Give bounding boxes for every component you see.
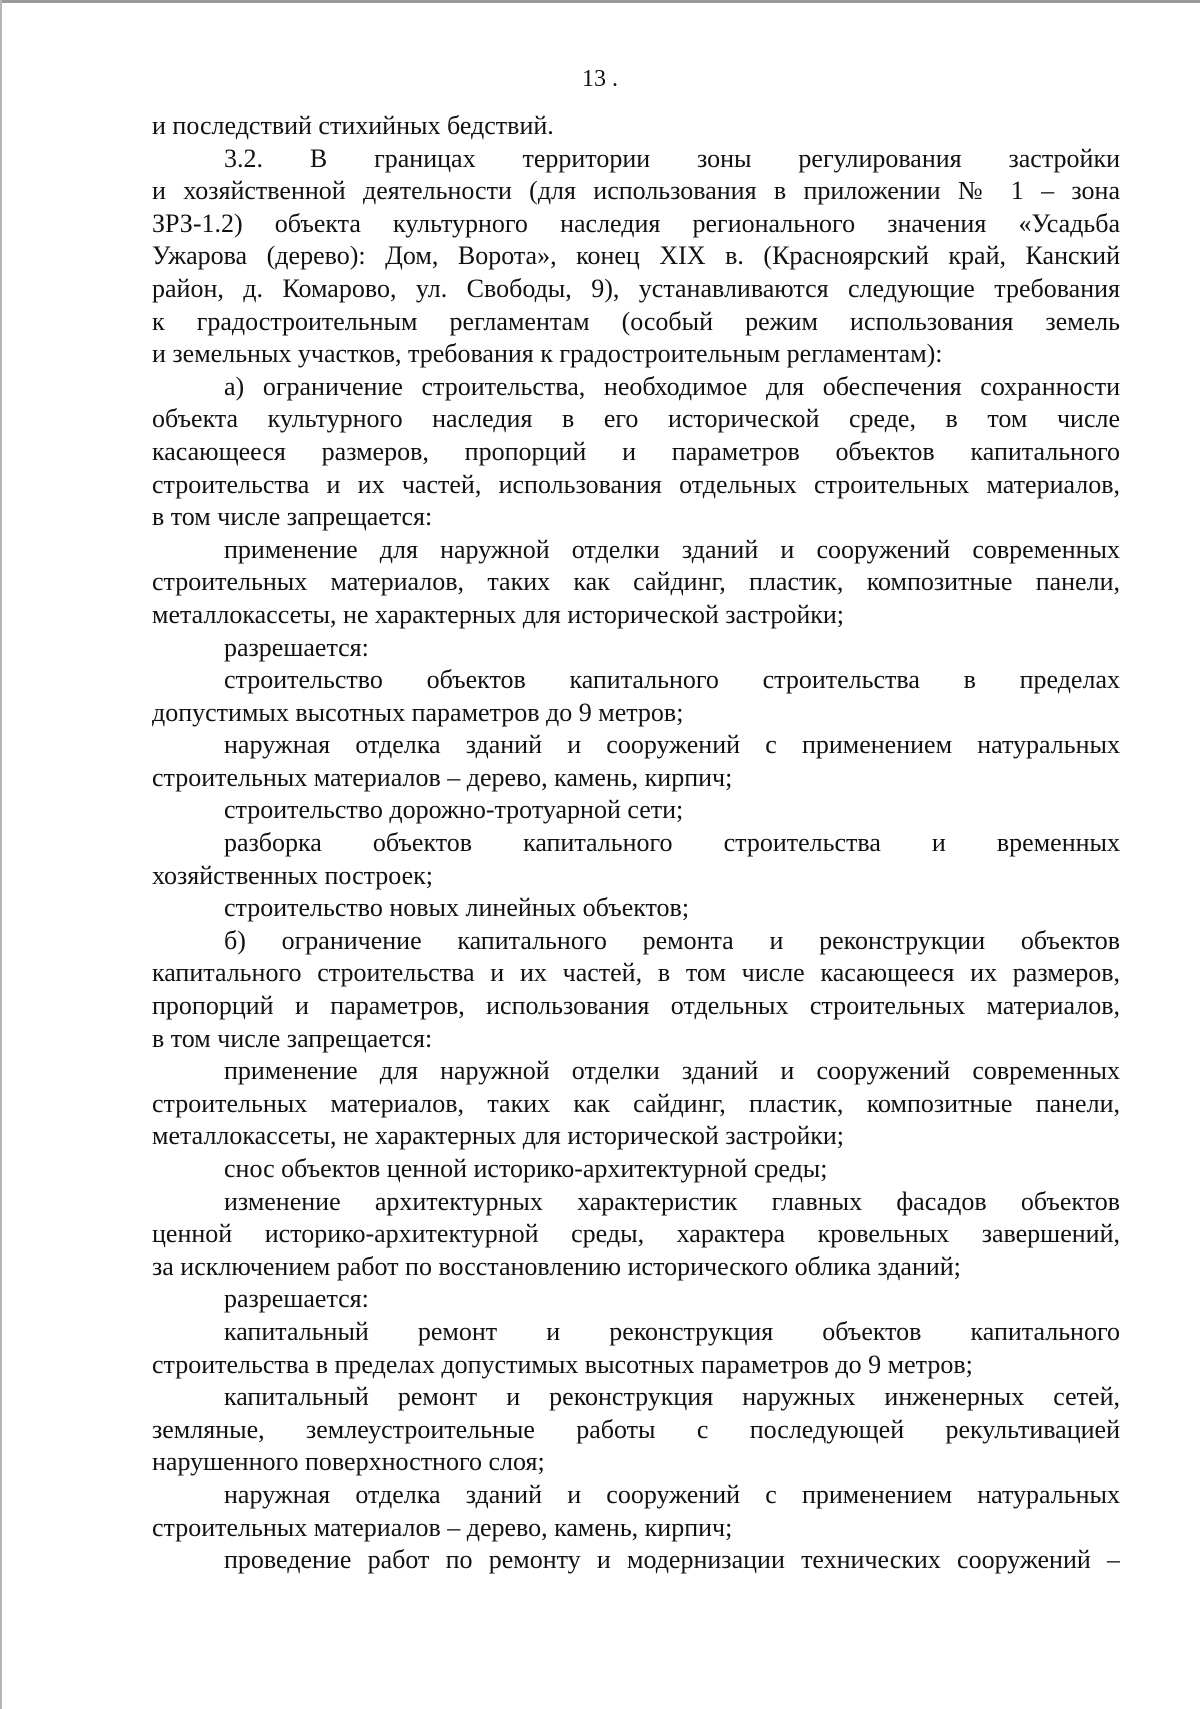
text-line: пропорций и параметров, использования отдельных строительных материалов, — [152, 991, 1120, 1021]
text-line: разборка объектов капитального строительства и временных — [224, 828, 1120, 858]
text-line: в том числе запрещается: — [152, 502, 433, 532]
text-line: и земельных участков, требования к градостроительным регламентам): — [152, 339, 943, 369]
text-line: объекта культурного наследия в его исторической среде, в том числе — [152, 404, 1120, 434]
text-line: снос объектов ценной историко-архитектурной среды; — [224, 1154, 828, 1183]
text-line: строительства и их частей, использования отдельных строительных материалов, — [152, 469, 1120, 499]
scan-edge-top — [0, 0, 1200, 3]
text-line: строительство новых линейных объектов; — [224, 893, 690, 923]
page-number: 13 . — [582, 66, 618, 92]
text-line: наружная отделка зданий и сооружений с применением натуральных — [224, 1479, 1120, 1509]
text-line: строительных материалов, таких как сайдинг, пластик, композитные панели, — [152, 567, 1120, 597]
text-line: металлокассеты, не характерных для исторической застройки; — [152, 1121, 844, 1151]
text-line: строительство дорожно-тротуарной сети; — [224, 795, 684, 825]
text-line: и последствий стихийных бедствий. — [152, 111, 554, 140]
text-line: ценной историко-архитектурной среды, характера кровельных завершений, — [152, 1219, 1120, 1249]
document-body — [152, 110, 1120, 1577]
text-line: капитального строительства и их частей, в том числе касающееся их размеров, — [152, 958, 1120, 988]
text-line: к градостроительным регламентам (особый режим использования земель — [152, 306, 1120, 336]
text-line: и хозяйственной деятельности (для использования в приложении № 1 – зона — [152, 176, 1120, 206]
text-line: строительных материалов – дерево, камень, кирпич; — [152, 1512, 733, 1542]
text-line: а) ограничение строительства, необходимое для обеспечения сохранности — [224, 371, 1120, 401]
text-line: наружная отделка зданий и сооружений с применением натуральных — [224, 730, 1120, 760]
text-line: изменение архитектурных характеристик главных фасадов объектов — [224, 1186, 1120, 1216]
scan-edge-left — [0, 0, 2, 1709]
text-line: применение для наружной отделки зданий и сооружений современных — [224, 534, 1120, 564]
text-line: строительных материалов – дерево, камень, кирпич; — [152, 762, 733, 792]
text-line: за исключением работ по восстановлению исторического облика зданий; — [152, 1251, 961, 1281]
text-line: допустимых высотных параметров до 9 метров; — [152, 697, 684, 727]
text-line: строительных материалов, таких как сайдинг, пластик, композитные панели, — [152, 1088, 1120, 1118]
text-line: капитальный ремонт и реконструкция наружных инженерных сетей, — [224, 1382, 1120, 1412]
text-line: капитальный ремонт и реконструкция объектов капитального — [224, 1316, 1120, 1346]
text-line: строительства в пределах допустимых высотных параметров до 9 метров; — [152, 1349, 973, 1379]
text-line: разрешается: — [224, 1284, 369, 1314]
text-line: касающееся размеров, пропорций и параметров объектов капитального — [152, 436, 1120, 466]
text-line: земляные, землеустроительные работы с последующей рекультивацией — [152, 1414, 1120, 1444]
text-line: район, д. Комарово, ул. Свободы, 9), устанавливаются следующие требования — [152, 273, 1120, 303]
text-line: б) ограничение капитального ремонта и реконструкции объектов — [224, 925, 1120, 955]
text-line: Ужарова (дерево): Дом, Ворота», конец XIX в. (Красноярский край, Канский — [152, 241, 1120, 271]
text-line: хозяйственных построек; — [152, 860, 434, 890]
text-line: металлокассеты, не характерных для исторической застройки; — [152, 599, 844, 629]
text-line: проведение работ по ремонту и модернизации технических сооружений – — [224, 1545, 1120, 1575]
text-line: ЗРЗ-1.2) объекта культурного наследия регионального значения «Усадьба — [152, 208, 1120, 238]
text-line: разрешается: — [224, 632, 369, 662]
text-line: применение для наружной отделки зданий и сооружений современных — [224, 1056, 1120, 1086]
text-line: строительство объектов капитального строительства в пределах — [224, 665, 1120, 695]
text-line: нарушенного поверхностного слоя; — [152, 1447, 545, 1477]
text-line: в том числе запрещается: — [152, 1023, 433, 1053]
text-line: 3.2. В границах территории зоны регулирования застройки — [224, 143, 1120, 173]
